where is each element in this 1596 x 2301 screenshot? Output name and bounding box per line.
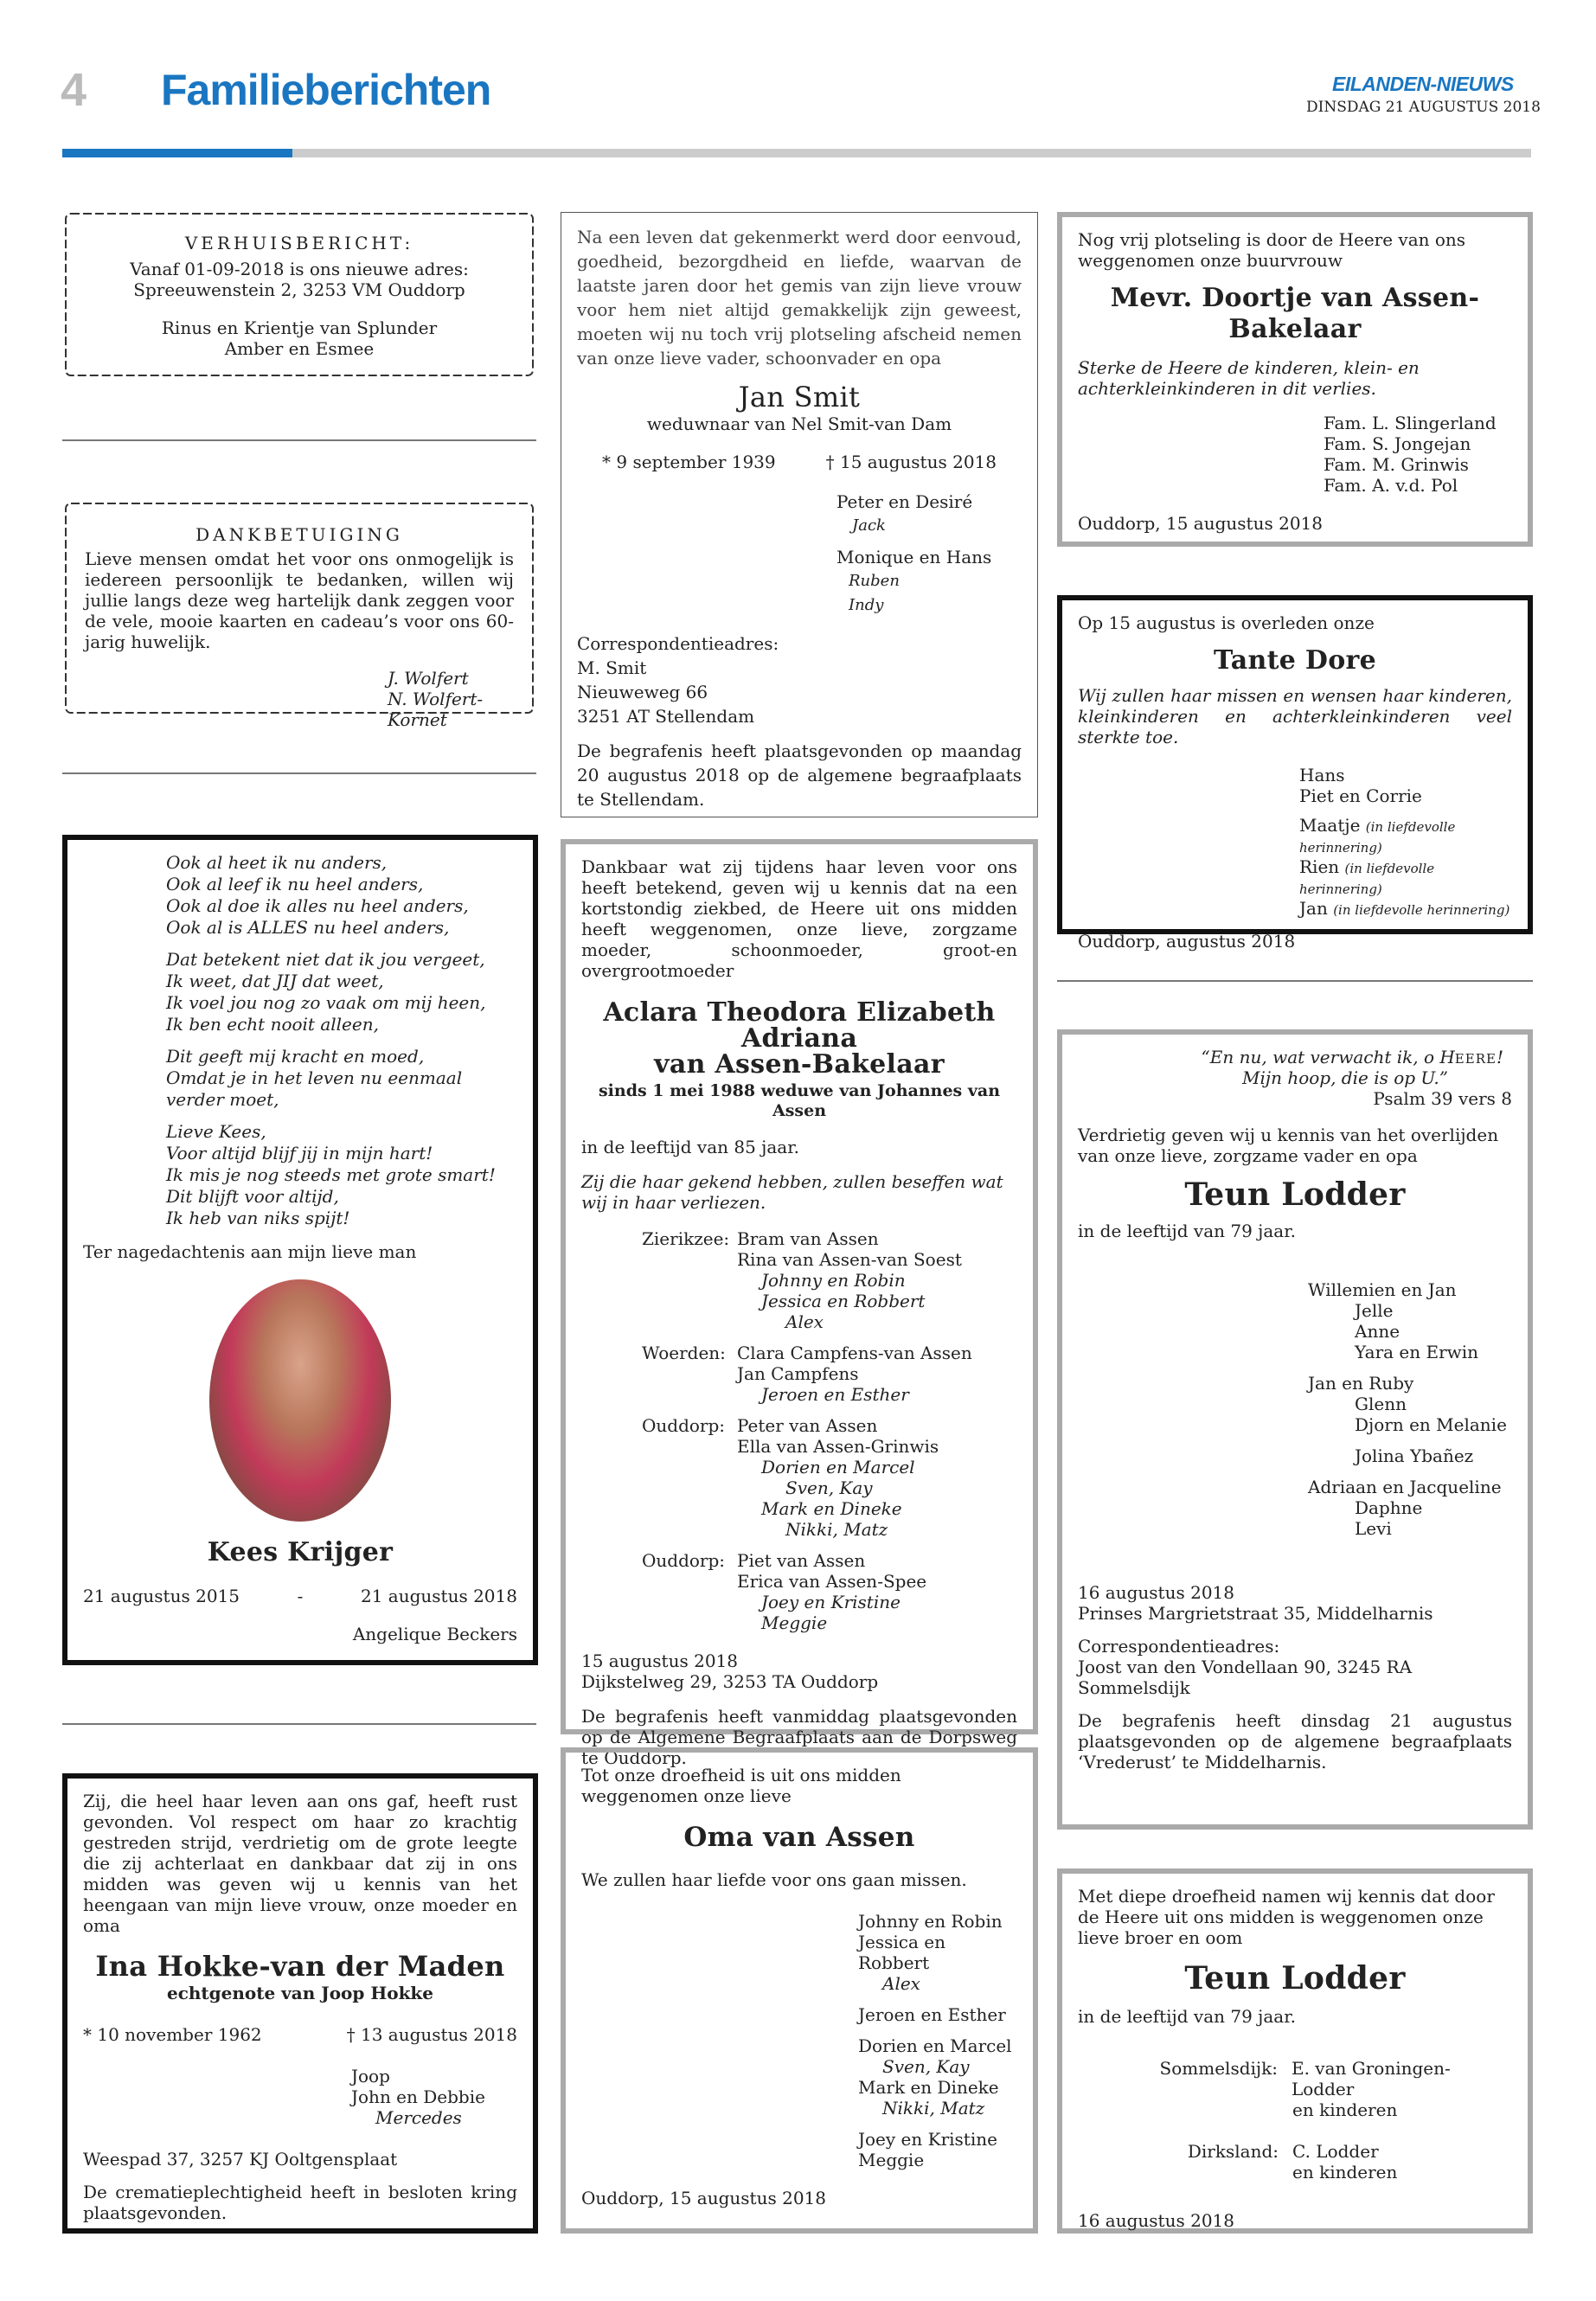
kees-poem-line xyxy=(166,939,517,949)
kees-poem-line: Dit geeft mij kracht en moed, xyxy=(166,1046,425,1067)
dore-fam2: Piet en Corrie xyxy=(1299,785,1422,806)
teun2-name: Teun Lodder xyxy=(1184,1960,1406,1997)
aclara-family-member: Meggie xyxy=(761,1612,828,1633)
dore-memorial-name: Rien xyxy=(1299,856,1340,877)
aclara-family-member: Erica van Assen-Spee xyxy=(737,1570,927,1592)
divider xyxy=(62,439,536,441)
aclara-intro: Dankbaar wat zij tijdens haar leven voor ons heeft betekend, geven wij u kennis dat na een kortstondig ziekbed, de Heere uit ons midden heeft weggenomen, onze lieve, zorgzame moeder, schoonmoeder, groot-en overgrootmoeder xyxy=(581,856,1017,981)
oma-family-member: Jeroen en Esther xyxy=(858,2004,1006,2026)
aclara-place-label: Ouddorp: xyxy=(642,1414,726,1436)
aclara-date: 15 augustus 2018 xyxy=(581,1650,738,1671)
doortje-intro: Nog vrij plotseling is door de Heere van ons weggenomen onze buurvrouw xyxy=(1078,229,1466,271)
aclara-family-member: Dorien en Marcel xyxy=(761,1456,915,1477)
jan-note: De begrafenis heeft plaatsgevonden op maandag 20 augustus 2018 op de algemene begraafplaats te Stellendam. xyxy=(577,740,1022,811)
teun2-p2b: en kinderen xyxy=(1292,2162,1398,2183)
teun1-age: in de leeftijd van 79 jaar. xyxy=(1078,1221,1296,1242)
kees-date-to: 21 augustus 2018 xyxy=(360,1586,517,1606)
divider xyxy=(62,772,536,774)
aclara-family-member: Joey en Kristine xyxy=(761,1591,901,1612)
teun2-p1b: en kinderen xyxy=(1292,2099,1398,2121)
teun1-family-member: Adriaan en Jacqueline xyxy=(1308,1477,1502,1498)
kees-poem-line xyxy=(166,1035,517,1046)
ina-dates xyxy=(83,2024,517,2045)
kees-poem-line: Ook al is ALLES nu heel anders, xyxy=(166,917,450,938)
teun1-quote1 xyxy=(1078,1047,1512,1067)
aclara-place-group xyxy=(642,1343,1017,1405)
doortje-fam2: Fam. M. Grinwis xyxy=(1324,454,1469,475)
teun1-quote1a: “En nu, wat verwacht ik, o H xyxy=(1201,1047,1455,1067)
teun1-quote1b: EERE xyxy=(1454,1051,1497,1067)
oma-family-member: Alex xyxy=(882,1973,920,1995)
jan-fam1: Jack xyxy=(852,516,886,535)
teun2-intro: Met diepe droefheid namen wij kennis dat door de Heere uit ons midden is weggenomen onze lieve broer en oom xyxy=(1078,1886,1495,1948)
teun1-family-member: Willemien en Jan xyxy=(1308,1279,1457,1301)
teun2-age: in de leeftijd van 79 jaar. xyxy=(1078,2006,1296,2028)
divider xyxy=(1057,980,1533,982)
jan-corr0: M. Smit xyxy=(577,657,647,679)
oma-family xyxy=(581,1911,1017,2170)
aclara-family-member: Nikki, Matz xyxy=(785,1518,888,1540)
aclara-name2: van Assen-Bakelaar xyxy=(654,1049,945,1080)
ina-note: De crematieplechtigheid heeft in besloten kring plaatsgevonden. xyxy=(83,2182,517,2224)
dore-memorial-note: (in liefdevolle herinnering) xyxy=(1299,861,1435,897)
aclara-name1: Aclara Theodora Elizabeth Adriana xyxy=(603,997,996,1054)
oma-family-member xyxy=(858,2118,1017,2129)
aclara-family-member: Jeroen en Esther xyxy=(761,1383,909,1405)
verhuis-names1: Rinus en Krientje van Splunder xyxy=(161,317,438,338)
teun1-family-member xyxy=(1308,1466,1512,1477)
dore-memorial-line xyxy=(1299,898,1512,919)
ina-born: * 10 november 1962 xyxy=(83,2024,262,2046)
ina-fam1: Joop xyxy=(351,2066,390,2087)
kees-poem xyxy=(83,852,517,1229)
aclara-family-member: Bram van Assen xyxy=(737,1227,879,1249)
jan-fam4: Indy xyxy=(849,596,884,615)
dore-intro: Op 15 augustus is overleden onze xyxy=(1078,612,1375,633)
kees-dash: - xyxy=(297,1586,304,1606)
aclara-family-member: Clara Campfens-van Assen xyxy=(737,1342,972,1363)
kees-poem-line: Voor altijd blijf jij in mijn hart! xyxy=(166,1143,433,1163)
dore-memorial-name: Maatje xyxy=(1299,815,1361,836)
kees-poem-line: Ook al doe ik alles nu heel anders, xyxy=(166,895,469,916)
teun1-family-member xyxy=(1308,1435,1512,1445)
kees-poem-line: Ook al leef ik nu heel anders, xyxy=(166,874,424,894)
kees-poem-line: Ik mis je nog steeds met grote smart! xyxy=(166,1164,496,1185)
kees-name: Kees Krijger xyxy=(207,1537,394,1567)
doortje-quote: Sterke de Heere de kinderen, klein- en achterkleinkinderen in dit verlies. xyxy=(1078,357,1420,399)
aclara-family-member: Jessica en Robbert xyxy=(761,1290,926,1311)
teun1-address: Prinses Margrietstraat 35, Middelharnis xyxy=(1078,1603,1433,1625)
teun1-family-member: Daphne xyxy=(1355,1497,1423,1519)
oma-family-member: Johnny en Robin xyxy=(858,1911,1003,1932)
ina-died: † 13 augustus 2018 xyxy=(346,2024,517,2046)
kees-photo xyxy=(209,1279,391,1522)
verhuis-line2: Spreeuwenstein 2, 3253 VM Ouddorp xyxy=(133,279,465,300)
kees-poem-line: Dit blijft voor altijd, xyxy=(166,1186,339,1207)
teun1-family-member: Anne xyxy=(1355,1321,1401,1343)
oma-family-member: Jessica en Robbert xyxy=(858,1932,945,1974)
teun1-intro: Verdrietig geven wij u kennis van het overlijden van onze lieve, zorgzame vader en opa xyxy=(1078,1125,1499,1166)
verhuis-line1: Vanaf 01-09-2018 is ons nieuwe adres: xyxy=(130,259,469,279)
doortje-notice xyxy=(1057,212,1533,547)
doortje-fam0: Fam. L. Slingerland xyxy=(1324,413,1497,433)
oma-footer: Ouddorp, 15 augustus 2018 xyxy=(581,2188,826,2209)
kees-date-from: 21 augustus 2015 xyxy=(83,1586,240,1606)
ina-fam3: Mercedes xyxy=(375,2107,462,2129)
dore-quote: Wij zullen haar missen en wensen haar kinderen, kleinkinderen en achterkleinkinderen veel sterkte toe. xyxy=(1078,685,1512,747)
kees-krijger-notice xyxy=(62,835,538,1665)
kees-poem-line: Dat betekent niet dat ik jou vergeet, xyxy=(166,949,485,970)
jan-intro: Na een leven dat gekenmerkt werd door eenvoud, goedheid, bezorgdheid en liefde, waarvan de laatste jaren door het gemis van zijn lieve vrouw voor hem niet altijd gemakkelijk zijn geweest, moeten wij nu toch vrij plotseling afscheid nemen van onze lieve vader, schoonvader en opa xyxy=(577,227,1022,369)
ina-fam2: John en Debbie xyxy=(351,2086,485,2108)
teun1-name: Teun Lodder xyxy=(1184,1176,1406,1213)
oma-family-member: Sven, Kay xyxy=(882,2056,970,2078)
dank-body: Lieve mensen omdat het voor ons onmogelijk is iedereen persoonlijk te bedanken, willen wij jullie langs deze weg hartelijk dank zeggen voor de vele, mooie kaarten en cadeau’s voor ons 60-jarig huwelijk. xyxy=(85,548,514,652)
teun1-family-member: Jolina Ybañez xyxy=(1355,1445,1474,1467)
teun1-family-member: Jan en Ruby xyxy=(1308,1373,1414,1394)
teun2-p1: Sommelsdijk: xyxy=(1159,2058,1278,2080)
teun2-p1a: E. van Groningen-Lodder xyxy=(1291,2058,1451,2100)
aclara-notice xyxy=(561,839,1038,1768)
dore-memorial-line xyxy=(1299,856,1512,898)
teun2-p2a: C. Lodder xyxy=(1292,2141,1379,2163)
aclara-sub: sinds 1 mei 1988 weduwe van Johannes van Assen xyxy=(598,1081,1001,1120)
aclara-place-names xyxy=(737,1343,972,1405)
aclara-place-names xyxy=(737,1228,962,1332)
teun1-date: 16 augustus 2018 xyxy=(1078,1582,1234,1604)
dore-footer: Ouddorp, augustus 2018 xyxy=(1078,931,1296,952)
dore-family xyxy=(1078,765,1512,919)
jan-fam0: Peter en Desiré xyxy=(836,491,973,513)
oma-name: Oma van Assen xyxy=(683,1822,915,1853)
aclara-note: De begrafenis heeft vanmiddag plaatsgevonden op de Algemene Begraafplaats aan de Dorpsweg te Ouddorp. xyxy=(581,1705,1017,1768)
divider xyxy=(62,1723,536,1725)
brand-logo: EILANDEN-NIEUWS xyxy=(1332,73,1514,95)
jan-name: Jan Smit xyxy=(738,381,861,413)
aclara-family-member: Sven, Kay xyxy=(785,1477,873,1498)
oma-family-member: Dorien en Marcel xyxy=(858,2035,1012,2057)
aclara-place-group xyxy=(642,1415,1017,1540)
dank-sig2: N. Wolfert-Kornet xyxy=(388,689,484,730)
jan-born: * 9 september 1939 xyxy=(602,452,776,473)
aclara-family-member: Alex xyxy=(785,1311,824,1332)
teun1-quote2: Mijn hoop, die is op U.” xyxy=(1242,1067,1449,1088)
header-rule xyxy=(292,149,1531,157)
dore-memorial-name: Jan xyxy=(1299,898,1328,919)
verhuis-names2: Amber en Esmee xyxy=(224,338,375,359)
page-number: 4 xyxy=(61,64,87,116)
oma-family-member xyxy=(858,2025,1017,2035)
kees-poem-line: Ook al heet ik nu anders, xyxy=(166,852,388,873)
teun1-family xyxy=(1078,1279,1512,1539)
aclara-family-member: Peter van Assen xyxy=(737,1414,878,1436)
jan-dates xyxy=(577,452,1022,472)
jan-smit-notice xyxy=(561,212,1038,817)
jan-corr-label: Correspondentieadres: xyxy=(577,633,779,655)
issue-date: DINSDAG 21 AUGUSTUS 2018 xyxy=(1306,99,1541,116)
dank-title: DANKBETUIGING xyxy=(195,524,403,545)
ina-family xyxy=(83,2066,517,2128)
jan-fam2: Monique en Hans xyxy=(836,547,992,568)
teun2-p2: Dirksland: xyxy=(1187,2141,1279,2163)
dore-fam1: Hans xyxy=(1299,765,1345,785)
jan-corr1: Nieuweweg 66 xyxy=(577,682,708,703)
oma-intro: Tot onze droefheid is uit ons midden weggenomen onze lieve xyxy=(581,1765,901,1806)
jan-correspondence xyxy=(577,631,1022,728)
teun1-family-member: Glenn xyxy=(1355,1394,1407,1415)
dank-sig1: J. Wolfert xyxy=(388,668,469,689)
aclara-place-label: Zierikzee: xyxy=(642,1227,730,1249)
dore-memorial-note: (in liefdevolle herinnering) xyxy=(1299,819,1456,856)
teun-lodder-notice-1 xyxy=(1057,1029,1533,1830)
kees-dates xyxy=(83,1586,517,1606)
kees-intro: Ter nagedachtenis aan mijn lieve man xyxy=(83,1241,417,1262)
oma-family-member: Meggie xyxy=(858,2150,925,2171)
oma-family-member xyxy=(858,1994,1017,2004)
teun1-family-member xyxy=(1308,1362,1512,1373)
jan-corr2: 3251 AT Stellendam xyxy=(577,706,755,727)
oma-family-member: Mark en Dineke xyxy=(858,2077,999,2099)
ina-address: Weespad 37, 3257 KJ Ooltgensplaat xyxy=(83,2149,398,2170)
aclara-place-label: Woerden: xyxy=(642,1342,726,1363)
ina-name: Ina Hokke-van der Maden xyxy=(95,1950,505,1983)
dore-memorial xyxy=(1299,815,1512,919)
doortje-name: Mevr. Doortje van Assen-Bakelaar xyxy=(1110,283,1480,344)
teun2-footer: 16 augustus 2018 xyxy=(1078,2210,1234,2232)
ina-hokke-notice xyxy=(62,1773,538,2234)
jan-died: † 15 augustus 2018 xyxy=(825,452,997,473)
aclara-address: Dijkstelweg 29, 3253 TA Ouddorp xyxy=(581,1670,879,1692)
ina-sub: echtgenote van Joop Hokke xyxy=(166,1983,434,2004)
teun1-family-member: Levi xyxy=(1355,1518,1392,1540)
teun1-corr: Joost van den Vondellaan 90, 3245 RA Sommelsdijk xyxy=(1078,1657,1413,1699)
oma-family-member: Joey en Kristine xyxy=(858,2129,997,2150)
kees-signed: Angelique Beckers xyxy=(352,1624,517,1644)
jan-sub: weduwnaar van Nel Smit-van Dam xyxy=(646,413,952,435)
aclara-family-member: Piet van Assen xyxy=(737,1549,866,1571)
jan-fam3: Ruben xyxy=(849,572,900,591)
teun-lodder-notice-2 xyxy=(1057,1868,1533,2234)
teun1-family-member: Djorn en Melanie xyxy=(1355,1414,1507,1436)
header-rule-accent xyxy=(62,149,292,157)
jan-family xyxy=(577,490,1022,618)
dore-memorial-note: (in liefdevolle herinnering) xyxy=(1333,902,1510,918)
oma-van-assen-notice xyxy=(561,1747,1038,2234)
doortje-family xyxy=(1078,413,1512,496)
kees-poem-line: Ik weet, dat JIJ dat weet, xyxy=(166,971,384,991)
kees-poem-line: Ik ben echt nooit alleen, xyxy=(166,1014,379,1035)
aclara-family xyxy=(581,1228,1017,1633)
teun1-family-member: Yara en Erwin xyxy=(1355,1342,1479,1363)
teun1-psalm: Psalm 39 vers 8 xyxy=(1373,1088,1512,1109)
aclara-place-group xyxy=(642,1550,1017,1633)
tante-dore-notice xyxy=(1057,595,1533,952)
aclara-quote: Zij die haar gekend hebben, zullen beseffen wat wij in haar verliezen. xyxy=(581,1170,1003,1213)
kees-poem-line: Ik voel jou nog zo vaak om mij heen, xyxy=(166,992,486,1013)
teun1-family-member: Jelle xyxy=(1355,1300,1394,1322)
kees-poem-line: Lieve Kees, xyxy=(166,1121,266,1142)
oma-line: We zullen haar liefde voor ons gaan missen. xyxy=(581,1869,967,1891)
dore-name: Tante Dore xyxy=(1213,645,1376,676)
oma-family-member: Nikki, Matz xyxy=(882,2098,985,2119)
ina-intro: Zij, die heel haar leven aan ons gaf, heeft rust gevonden. Vol respect om haar zo krachtig gestreden strijd, verdrietig om de grote leegte die zij achterlaat en dankbaar dat zij in ons midden was geven wij u kennis van het heengaan van mijn lieve vrouw, onze moeder en oma xyxy=(83,1791,517,1936)
aclara-family-member: Mark en Dineke xyxy=(761,1497,902,1519)
aclara-age: in de leeftijd van 85 jaar. xyxy=(581,1136,799,1157)
kees-poem-line: Ik heb van niks spijt! xyxy=(166,1208,350,1228)
verhuisbericht xyxy=(69,221,529,368)
kees-poem-line xyxy=(166,1111,517,1121)
dore-memorial-line xyxy=(1299,815,1512,856)
aclara-place-names xyxy=(737,1415,939,1540)
doortje-footer: Ouddorp, 15 augustus 2018 xyxy=(1078,513,1323,534)
teun1-corr-label: Correspondentieadres: xyxy=(1078,1636,1280,1657)
aclara-family-member: Ella van Assen-Grinwis xyxy=(737,1435,939,1457)
aclara-place-label: Ouddorp: xyxy=(642,1549,726,1571)
dankbetuiging xyxy=(69,512,529,730)
doortje-fam1: Fam. S. Jongejan xyxy=(1324,433,1471,454)
section-title: Familieberichten xyxy=(161,66,491,114)
aclara-family-member: Rina van Assen-van Soest xyxy=(737,1248,962,1270)
aclara-family-member: Johnny en Robin xyxy=(761,1269,906,1291)
aclara-place-names xyxy=(737,1550,926,1633)
teun1-quote1c: ! xyxy=(1496,1047,1503,1067)
kees-poem-line: Omdat je in het leven nu eenmaal verder moet, xyxy=(166,1067,463,1110)
verhuis-title: VERHUISBERICHT: xyxy=(184,233,414,253)
teun1-note: De begrafenis heeft dinsdag 21 augustus plaatsgevonden op de algemene begraafplaats ‘Vrederust’ te Middelharnis. xyxy=(1078,1710,1512,1773)
aclara-place-group xyxy=(642,1228,1017,1332)
doortje-fam3: Fam. A. v.d. Pol xyxy=(1324,475,1458,496)
teun2-family xyxy=(1078,2058,1512,2182)
aclara-family-member: Jan Campfens xyxy=(737,1362,859,1384)
